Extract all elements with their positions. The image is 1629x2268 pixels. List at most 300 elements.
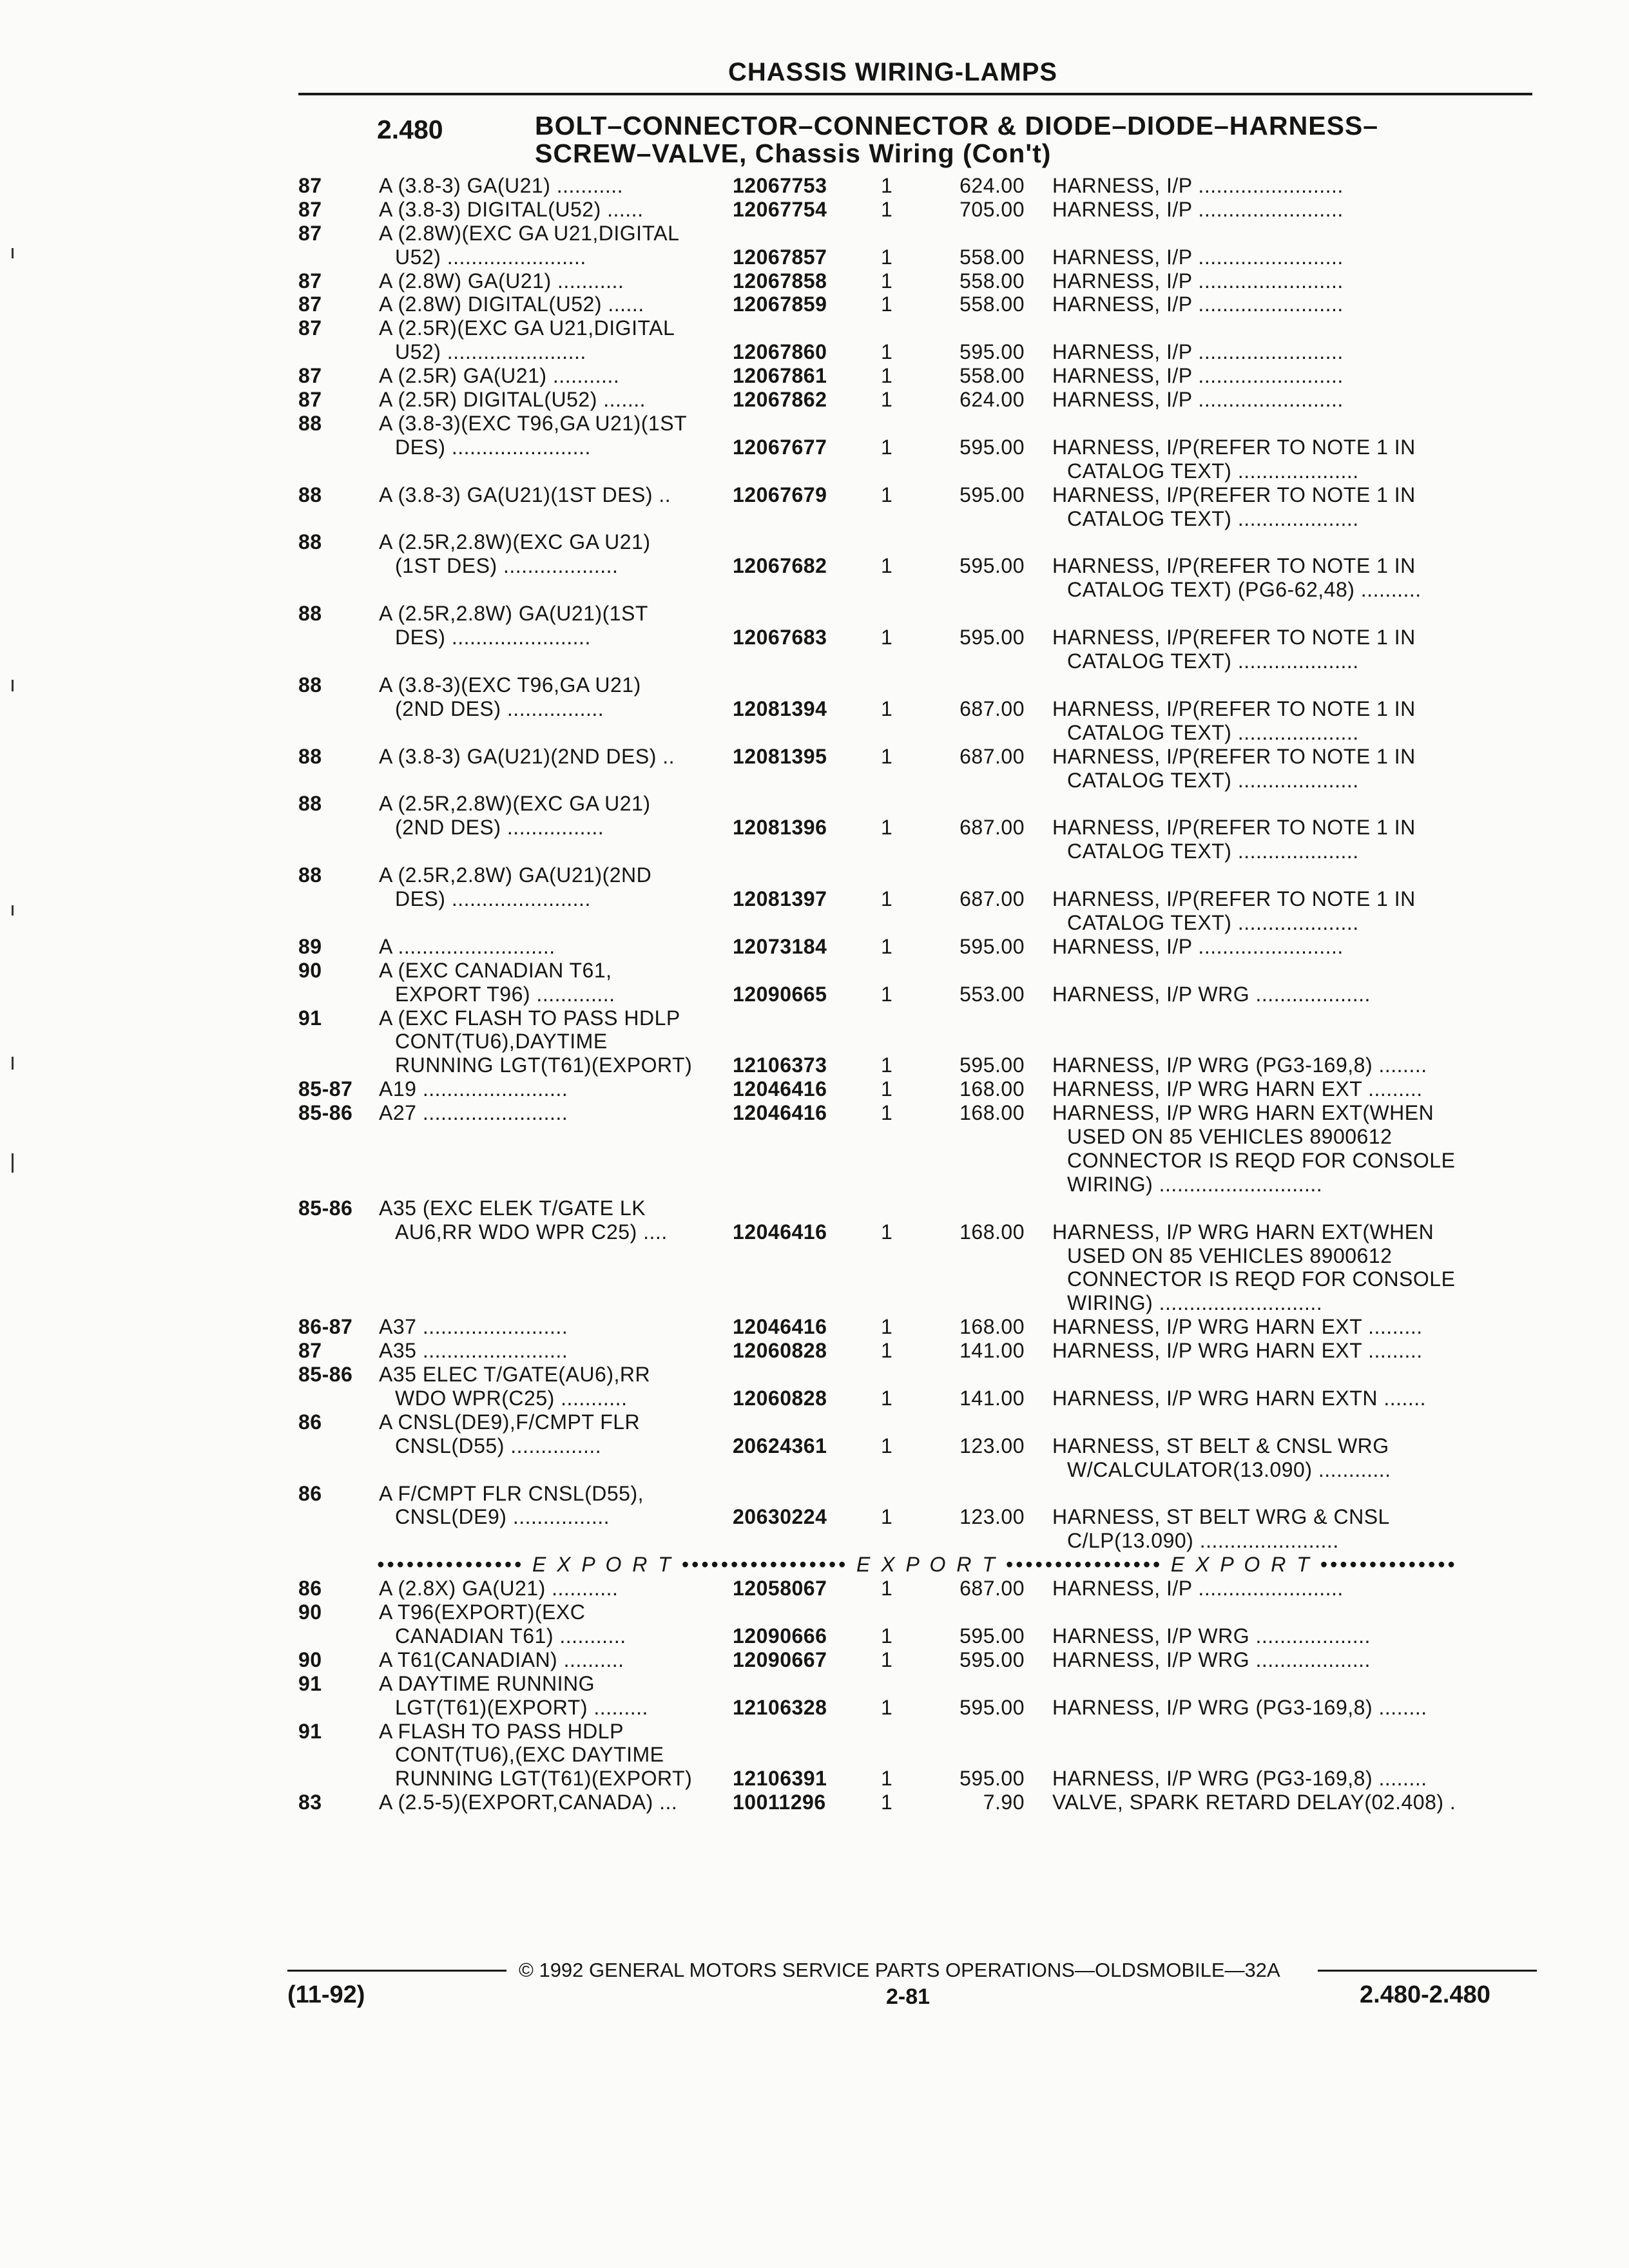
part-number: 12090667 bbox=[733, 1648, 827, 1671]
ref-number: 87 bbox=[298, 198, 322, 221]
parts-row bbox=[0, 1196, 1629, 1220]
export-divider bbox=[0, 1553, 1629, 1577]
ref-number: 85-86 bbox=[298, 1101, 353, 1124]
item-name: CATALOG TEXT) .................... bbox=[1067, 507, 1359, 530]
ref-number: 87 bbox=[298, 316, 322, 340]
part-number: 10011296 bbox=[733, 1791, 826, 1814]
ref-number: 87 bbox=[298, 293, 322, 316]
parts-row bbox=[0, 340, 1629, 364]
item-name: USED ON 85 VEHICLES 8900612 bbox=[1067, 1125, 1393, 1148]
price: 123.00 bbox=[959, 1505, 1025, 1528]
part-description: A35 ELEC T/GATE(AU6),RR bbox=[379, 1363, 651, 1386]
part-description: RUNNING LGT(T61)(EXPORT) bbox=[395, 1053, 693, 1077]
parts-row bbox=[0, 483, 1629, 507]
parts-row bbox=[0, 792, 1629, 816]
item-name: HARNESS, I/P(REFER TO NOTE 1 IN bbox=[1052, 697, 1416, 720]
parts-row bbox=[0, 1600, 1629, 1624]
price: 595.00 bbox=[959, 1767, 1025, 1790]
section-number: 2.480 bbox=[377, 115, 443, 144]
price: 168.00 bbox=[959, 1220, 1025, 1244]
parts-row bbox=[0, 269, 1629, 293]
quantity: 1 bbox=[881, 1505, 893, 1528]
price: 141.00 bbox=[959, 1339, 1025, 1362]
ref-number: 88 bbox=[298, 483, 322, 506]
price: 595.00 bbox=[959, 1053, 1025, 1077]
price: 687.00 bbox=[959, 745, 1025, 768]
parts-row bbox=[0, 412, 1629, 436]
part-number: 12106328 bbox=[733, 1696, 827, 1719]
margin-mark bbox=[12, 905, 14, 916]
parts-row bbox=[0, 198, 1629, 222]
price: 558.00 bbox=[959, 293, 1025, 316]
price: 595.00 bbox=[959, 1624, 1025, 1648]
price: 595.00 bbox=[959, 483, 1025, 506]
parts-row bbox=[0, 554, 1629, 578]
quantity: 1 bbox=[881, 245, 893, 269]
parts-row bbox=[0, 245, 1629, 269]
part-description: DES) ....................... bbox=[395, 436, 591, 459]
parts-row bbox=[0, 1220, 1629, 1244]
item-name: HARNESS, I/P(REFER TO NOTE 1 IN bbox=[1052, 745, 1416, 768]
part-number: 12067860 bbox=[733, 340, 827, 363]
parts-row bbox=[0, 459, 1629, 483]
price: 595.00 bbox=[959, 1648, 1025, 1671]
part-description: A35 ........................ bbox=[379, 1339, 568, 1362]
part-description: A37 ........................ bbox=[379, 1315, 568, 1338]
parts-row bbox=[0, 1077, 1629, 1101]
item-name: HARNESS, I/P ........................ bbox=[1052, 340, 1344, 363]
item-name: HARNESS, I/P ........................ bbox=[1052, 174, 1344, 197]
parts-row bbox=[0, 222, 1629, 245]
price: 687.00 bbox=[959, 816, 1025, 839]
page-header-title: CHASSIS WIRING-LAMPS bbox=[728, 58, 1058, 86]
quantity: 1 bbox=[881, 1077, 893, 1100]
parts-row bbox=[0, 364, 1629, 388]
quantity: 1 bbox=[881, 745, 893, 768]
quantity: 1 bbox=[881, 697, 893, 720]
part-number: 12090666 bbox=[733, 1624, 827, 1648]
item-name: HARNESS, I/P ........................ bbox=[1052, 935, 1344, 958]
ref-number: 90 bbox=[298, 1600, 322, 1624]
ref-number: 87 bbox=[298, 269, 322, 293]
item-name: HARNESS, ST BELT & CNSL WRG bbox=[1052, 1434, 1389, 1457]
price: 595.00 bbox=[959, 554, 1025, 577]
parts-row bbox=[0, 1482, 1629, 1506]
parts-row bbox=[0, 1315, 1629, 1339]
parts-row bbox=[0, 1053, 1629, 1077]
part-number: 12106373 bbox=[733, 1053, 827, 1077]
part-number: 12067857 bbox=[733, 245, 827, 269]
quantity: 1 bbox=[881, 626, 893, 649]
ref-number: 88 bbox=[298, 745, 322, 768]
quantity: 1 bbox=[881, 436, 893, 459]
item-name: HARNESS, I/P(REFER TO NOTE 1 IN bbox=[1052, 626, 1416, 649]
footer-copyright: © 1992 GENERAL MOTORS SERVICE PARTS OPERATIONS—OLDSMOBILE—32A bbox=[519, 1959, 1280, 1981]
item-name: CATALOG TEXT) .................... bbox=[1067, 769, 1359, 792]
part-description: A35 (EXC ELEK T/GATE LK bbox=[379, 1196, 646, 1220]
section-title-line1: BOLT–CONNECTOR–CONNECTOR & DIODE–DIODE–HARNESS– bbox=[535, 111, 1379, 140]
price: 558.00 bbox=[959, 364, 1025, 387]
parts-row bbox=[0, 721, 1629, 745]
part-description: A DAYTIME RUNNING bbox=[379, 1672, 595, 1695]
parts-row bbox=[0, 1006, 1629, 1030]
price: 687.00 bbox=[959, 1577, 1025, 1600]
part-description: (2ND DES) ................ bbox=[395, 816, 604, 839]
footer-section-range: 2.480-2.480 bbox=[1360, 1981, 1490, 2008]
part-number: 12060828 bbox=[733, 1339, 827, 1362]
item-name: WIRING) ........................... bbox=[1067, 1291, 1323, 1314]
part-description: A (2.5R,2.8W) GA(U21)(2ND bbox=[379, 863, 652, 887]
margin-mark bbox=[12, 1153, 14, 1173]
part-number: 12067677 bbox=[733, 436, 827, 459]
part-description: A T61(CANADIAN) .......... bbox=[379, 1648, 624, 1671]
parts-row bbox=[0, 1577, 1629, 1600]
parts-row bbox=[0, 697, 1629, 721]
ref-number: 91 bbox=[298, 1720, 322, 1743]
item-name: HARNESS, I/P ........................ bbox=[1052, 388, 1344, 411]
item-name: HARNESS, I/P(REFER TO NOTE 1 IN bbox=[1052, 816, 1416, 839]
parts-row bbox=[0, 911, 1629, 935]
parts-row bbox=[0, 1696, 1629, 1720]
part-description: A (3.8-3) DIGITAL(U52) ...... bbox=[379, 198, 644, 221]
item-name: HARNESS, I/P ........................ bbox=[1052, 198, 1344, 221]
part-description: A (2.8X) GA(U21) ........... bbox=[379, 1577, 619, 1600]
price: 168.00 bbox=[959, 1315, 1025, 1338]
part-number: 12067858 bbox=[733, 269, 827, 293]
item-name: HARNESS, I/P WRG (PG3-169,8) ........ bbox=[1052, 1696, 1427, 1719]
parts-row bbox=[0, 1173, 1629, 1196]
item-name: VALVE, SPARK RETARD DELAY(02.408) . bbox=[1052, 1791, 1456, 1814]
part-description: A27 ........................ bbox=[379, 1101, 568, 1124]
part-number: 12081395 bbox=[733, 745, 827, 768]
part-number: 12067682 bbox=[733, 554, 827, 577]
part-number: 12046416 bbox=[733, 1315, 827, 1338]
parts-row bbox=[0, 436, 1629, 459]
item-name: HARNESS, I/P(REFER TO NOTE 1 IN bbox=[1052, 436, 1416, 459]
quantity: 1 bbox=[881, 269, 893, 293]
part-description: A (2.8W)(EXC GA U21,DIGITAL bbox=[379, 222, 680, 245]
item-name: HARNESS, I/P WRG HARN EXT(WHEN bbox=[1052, 1101, 1434, 1124]
item-name: CATALOG TEXT) .................... bbox=[1067, 911, 1359, 934]
item-name: HARNESS, I/P(REFER TO NOTE 1 IN bbox=[1052, 483, 1416, 506]
quantity: 1 bbox=[881, 364, 893, 387]
parts-row bbox=[0, 1101, 1629, 1125]
price: 558.00 bbox=[959, 245, 1025, 269]
ref-number: 85-86 bbox=[298, 1363, 353, 1386]
quantity: 1 bbox=[881, 935, 893, 958]
item-name: USED ON 85 VEHICLES 8900612 bbox=[1067, 1244, 1393, 1267]
price: 595.00 bbox=[959, 1696, 1025, 1719]
header-rule bbox=[298, 93, 1532, 95]
price: 168.00 bbox=[959, 1077, 1025, 1100]
item-name: CATALOG TEXT) .................... bbox=[1067, 459, 1359, 483]
ref-number: 87 bbox=[298, 364, 322, 387]
part-number: 12081396 bbox=[733, 816, 827, 839]
parts-row bbox=[0, 1125, 1629, 1149]
part-description: A (2.5R,2.8W)(EXC GA U21) bbox=[379, 530, 651, 553]
part-number: 12058067 bbox=[733, 1577, 827, 1600]
part-number: 12067753 bbox=[733, 174, 827, 197]
part-number: 12067862 bbox=[733, 388, 827, 411]
footer-date: (11-92) bbox=[287, 1981, 365, 2008]
quantity: 1 bbox=[881, 198, 893, 221]
section-title bbox=[535, 112, 1378, 168]
parts-row bbox=[0, 1648, 1629, 1672]
parts-row bbox=[0, 602, 1629, 626]
price: 595.00 bbox=[959, 340, 1025, 363]
parts-row bbox=[0, 1244, 1629, 1268]
parts-row bbox=[0, 887, 1629, 911]
part-description: A .......................... bbox=[379, 935, 555, 958]
quantity: 1 bbox=[881, 1624, 893, 1648]
price: 687.00 bbox=[959, 887, 1025, 910]
price: 624.00 bbox=[959, 174, 1025, 197]
part-description: WDO WPR(C25) ........... bbox=[395, 1387, 628, 1410]
parts-row bbox=[0, 578, 1629, 602]
parts-row bbox=[0, 1410, 1629, 1434]
quantity: 1 bbox=[881, 1577, 893, 1600]
quantity: 1 bbox=[881, 293, 893, 316]
part-description: A T96(EXPORT)(EXC bbox=[379, 1600, 586, 1624]
price: 595.00 bbox=[959, 626, 1025, 649]
item-name: HARNESS, I/P ........................ bbox=[1052, 1577, 1344, 1600]
quantity: 1 bbox=[881, 1053, 893, 1077]
price: 168.00 bbox=[959, 1101, 1025, 1124]
part-description: A (2.5R,2.8W) GA(U21)(1ST bbox=[379, 602, 648, 625]
parts-row bbox=[0, 1791, 1629, 1814]
part-description: A (3.8-3) GA(U21)(1ST DES) .. bbox=[379, 483, 671, 506]
ref-number: 86-87 bbox=[298, 1315, 353, 1338]
parts-row bbox=[0, 1387, 1629, 1410]
part-description: A (2.8W) GA(U21) ........... bbox=[379, 269, 624, 293]
parts-row bbox=[0, 959, 1629, 983]
part-number: 12067683 bbox=[733, 626, 827, 649]
part-description: A (2.5R) GA(U21) ........... bbox=[379, 364, 620, 387]
item-name: HARNESS, I/P ........................ bbox=[1052, 245, 1344, 269]
price: 7.90 bbox=[983, 1791, 1025, 1814]
quantity: 1 bbox=[881, 983, 893, 1006]
item-name: HARNESS, I/P ........................ bbox=[1052, 364, 1344, 387]
part-description: CONT(TU6),DAYTIME bbox=[395, 1030, 608, 1053]
part-description: A CNSL(DE9),F/CMPT FLR bbox=[379, 1410, 641, 1434]
quantity: 1 bbox=[881, 554, 893, 577]
quantity: 1 bbox=[881, 1696, 893, 1719]
item-name: CATALOG TEXT) .................... bbox=[1067, 840, 1359, 863]
part-description: A (2.5R)(EXC GA U21,DIGITAL bbox=[379, 316, 675, 340]
item-name: W/CALCULATOR(13.090) ............ bbox=[1067, 1458, 1391, 1481]
part-number: 12067754 bbox=[733, 198, 827, 221]
price: 595.00 bbox=[959, 935, 1025, 958]
price: 558.00 bbox=[959, 269, 1025, 293]
item-name: WIRING) ........................... bbox=[1067, 1173, 1323, 1196]
item-name: HARNESS, I/P WRG HARN EXT(WHEN bbox=[1052, 1220, 1434, 1244]
margin-mark bbox=[12, 680, 14, 691]
part-number: 12067679 bbox=[733, 483, 827, 506]
quantity: 1 bbox=[881, 174, 893, 197]
parts-row bbox=[0, 1149, 1629, 1173]
part-description: (2ND DES) ................ bbox=[395, 697, 604, 720]
parts-row bbox=[0, 983, 1629, 1006]
part-number: 12067859 bbox=[733, 293, 827, 316]
part-description: A19 ........................ bbox=[379, 1077, 568, 1100]
part-description: A (2.5R) DIGITAL(U52) ....... bbox=[379, 388, 646, 411]
ref-number: 88 bbox=[298, 530, 322, 553]
section-title-line2: SCREW–VALVE, Chassis Wiring (Con't) bbox=[535, 139, 1052, 168]
part-number: 12090665 bbox=[733, 983, 827, 1006]
ref-number: 87 bbox=[298, 1339, 322, 1362]
parts-row bbox=[0, 1458, 1629, 1482]
item-name: CONNECTOR IS REQD FOR CONSOLE bbox=[1067, 1149, 1456, 1172]
parts-row bbox=[0, 840, 1629, 863]
part-description: A (2.5R,2.8W)(EXC GA U21) bbox=[379, 792, 651, 815]
part-description: CANADIAN T61) ........... bbox=[395, 1624, 626, 1648]
ref-number: 83 bbox=[298, 1791, 322, 1814]
part-description: U52) ....................... bbox=[395, 340, 586, 363]
item-name: HARNESS, I/P WRG (PG3-169,8) ........ bbox=[1052, 1767, 1427, 1790]
parts-row bbox=[0, 1505, 1629, 1529]
quantity: 1 bbox=[881, 1315, 893, 1338]
ref-number: 90 bbox=[298, 1648, 322, 1671]
quantity: 1 bbox=[881, 340, 893, 363]
parts-row bbox=[0, 507, 1629, 531]
item-name: C/LP(13.090) ....................... bbox=[1067, 1529, 1339, 1552]
item-name: HARNESS, I/P WRG ................... bbox=[1052, 1624, 1371, 1648]
ref-number: 88 bbox=[298, 792, 322, 815]
item-name: CONNECTOR IS REQD FOR CONSOLE bbox=[1067, 1267, 1456, 1291]
item-name: HARNESS, I/P(REFER TO NOTE 1 IN bbox=[1052, 887, 1416, 910]
quantity: 1 bbox=[881, 887, 893, 910]
ref-number: 91 bbox=[298, 1672, 322, 1695]
ref-number: 86 bbox=[298, 1410, 322, 1434]
part-number: 20624361 bbox=[733, 1434, 827, 1457]
part-number: 12046416 bbox=[733, 1220, 827, 1244]
parts-row bbox=[0, 1529, 1629, 1553]
footer-rule-right bbox=[1318, 1970, 1537, 1972]
part-description: A (EXC FLASH TO PASS HDLP bbox=[379, 1006, 680, 1030]
price: 141.00 bbox=[959, 1387, 1025, 1410]
quantity: 1 bbox=[881, 1387, 893, 1410]
price: 687.00 bbox=[959, 697, 1025, 720]
part-description: A (2.5-5)(EXPORT,CANADA) ... bbox=[379, 1791, 678, 1814]
item-name: CATALOG TEXT) .................... bbox=[1067, 721, 1359, 744]
ref-number: 86 bbox=[298, 1482, 322, 1505]
part-description: LGT(T61)(EXPORT) ......... bbox=[395, 1696, 648, 1719]
ref-number: 86 bbox=[298, 1577, 322, 1600]
ref-number: 85-86 bbox=[298, 1196, 353, 1220]
item-name: HARNESS, I/P ........................ bbox=[1052, 269, 1344, 293]
price: 705.00 bbox=[959, 198, 1025, 221]
parts-row bbox=[0, 1720, 1629, 1744]
ref-number: 87 bbox=[298, 174, 322, 197]
ref-number: 88 bbox=[298, 863, 322, 887]
part-description: A (2.8W) DIGITAL(U52) ...... bbox=[379, 293, 644, 316]
part-number: 12081397 bbox=[733, 887, 827, 910]
part-description: A (3.8-3) GA(U21) ........... bbox=[379, 174, 624, 197]
quantity: 1 bbox=[881, 1101, 893, 1124]
price: 595.00 bbox=[959, 436, 1025, 459]
margin-mark bbox=[12, 1057, 14, 1070]
parts-row bbox=[0, 816, 1629, 840]
ref-number: 87 bbox=[298, 388, 322, 411]
part-number: 12046416 bbox=[733, 1077, 827, 1100]
item-name: CATALOG TEXT) .................... bbox=[1067, 649, 1359, 673]
parts-row bbox=[0, 316, 1629, 340]
part-description: DES) ....................... bbox=[395, 887, 591, 910]
parts-row bbox=[0, 1672, 1629, 1696]
part-description: CNSL(DE9) ................ bbox=[395, 1505, 610, 1528]
item-name: HARNESS, I/P WRG ................... bbox=[1052, 983, 1371, 1006]
quantity: 1 bbox=[881, 1648, 893, 1671]
part-description: U52) ....................... bbox=[395, 245, 586, 269]
ref-number: 87 bbox=[298, 222, 322, 245]
parts-row bbox=[0, 649, 1629, 673]
item-name: HARNESS, I/P WRG (PG3-169,8) ........ bbox=[1052, 1053, 1427, 1077]
ref-number: 88 bbox=[298, 673, 322, 697]
part-description: AU6,RR WDO WPR C25) .... bbox=[395, 1220, 668, 1244]
item-name: CATALOG TEXT) (PG6-62,48) .......... bbox=[1067, 578, 1422, 601]
price: 553.00 bbox=[959, 983, 1025, 1006]
quantity: 1 bbox=[881, 1339, 893, 1362]
quantity: 1 bbox=[881, 1434, 893, 1457]
part-number: 12073184 bbox=[733, 935, 827, 958]
parts-row bbox=[0, 673, 1629, 697]
ref-number: 90 bbox=[298, 959, 322, 982]
parts-row bbox=[0, 626, 1629, 649]
part-description: A (3.8-3)(EXC T96,GA U21) bbox=[379, 673, 641, 697]
price: 624.00 bbox=[959, 388, 1025, 411]
part-number: 12081394 bbox=[733, 697, 827, 720]
item-name: HARNESS, I/P ........................ bbox=[1052, 293, 1344, 316]
ref-number: 88 bbox=[298, 602, 322, 625]
parts-row bbox=[0, 745, 1629, 769]
footer-page-number: 2-81 bbox=[886, 1984, 930, 2009]
parts-row bbox=[0, 388, 1629, 412]
part-description: A (3.8-3) GA(U21)(2ND DES) .. bbox=[379, 745, 675, 768]
part-description: (1ST DES) ................... bbox=[395, 554, 619, 577]
parts-row bbox=[0, 174, 1629, 198]
part-description: DES) ....................... bbox=[395, 626, 591, 649]
quantity: 1 bbox=[881, 388, 893, 411]
item-name: HARNESS, I/P WRG ................... bbox=[1052, 1648, 1371, 1671]
parts-row bbox=[0, 769, 1629, 793]
parts-row bbox=[0, 1339, 1629, 1363]
quantity: 1 bbox=[881, 816, 893, 839]
item-name: HARNESS, I/P WRG HARN EXT ......... bbox=[1052, 1315, 1423, 1338]
quantity: 1 bbox=[881, 1767, 893, 1790]
margin-mark bbox=[12, 248, 14, 258]
part-number: 12067861 bbox=[733, 364, 827, 387]
ref-number: 88 bbox=[298, 412, 322, 435]
part-description: RUNNING LGT(T61)(EXPORT) bbox=[395, 1767, 693, 1790]
price: 123.00 bbox=[959, 1434, 1025, 1457]
ref-number: 89 bbox=[298, 935, 322, 958]
ref-number: 85-87 bbox=[298, 1077, 353, 1100]
parts-row bbox=[0, 1624, 1629, 1648]
item-name: HARNESS, I/P WRG HARN EXT ......... bbox=[1052, 1339, 1423, 1362]
item-name: HARNESS, ST BELT WRG & CNSL bbox=[1052, 1505, 1390, 1528]
parts-row bbox=[0, 293, 1629, 316]
part-description: A (3.8-3)(EXC T96,GA U21)(1ST bbox=[379, 412, 688, 435]
parts-row bbox=[0, 1291, 1629, 1315]
part-description: A F/CMPT FLR CNSL(D55), bbox=[379, 1482, 644, 1505]
parts-row bbox=[0, 530, 1629, 554]
export-banner: ••••••••••••••• E X P O R T ••••••••••••••••• E X P O R T •••••••••••••••• E X P O R T •••••••••••••• bbox=[377, 1553, 1458, 1576]
footer-rule-left bbox=[287, 1970, 506, 1972]
parts-row bbox=[0, 1434, 1629, 1458]
parts-row bbox=[0, 1030, 1629, 1053]
quantity: 1 bbox=[881, 483, 893, 506]
item-name: HARNESS, I/P WRG HARN EXTN ....... bbox=[1052, 1387, 1427, 1410]
